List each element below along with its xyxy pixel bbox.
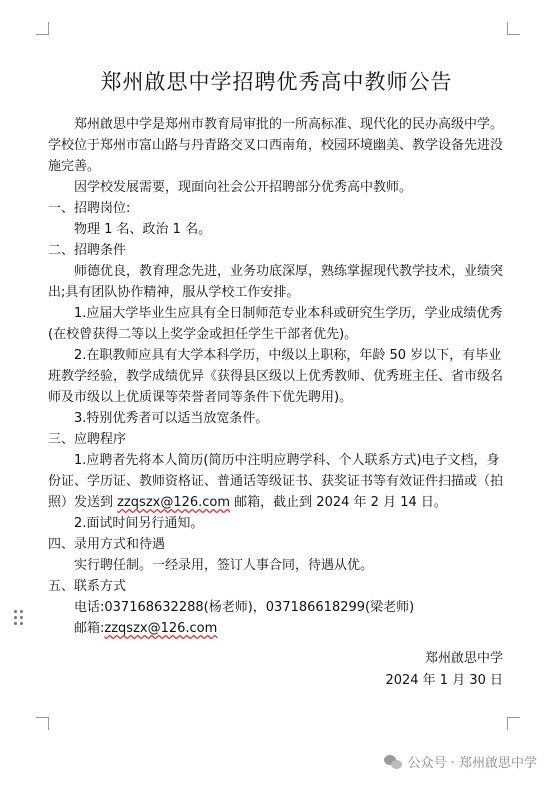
document-body [48,114,506,639]
signature-block [385,648,503,692]
wechat-icon [384,755,402,769]
email-link[interactable]: zzqszx@126.com [104,621,218,636]
section-heading: 三、应聘程序 [48,432,127,447]
section-heading: 五、联系方式 [48,579,127,594]
email-link[interactable]: zzqszx@126.com [117,495,231,510]
section-heading: 一、招聘岗位: [48,201,131,216]
crop-mark-top-left [36,22,49,35]
section-heading: 四、录用方式和待遇 [48,537,166,552]
intro-paragraph: 因学校发展需要，现面向社会公开招聘部分优秀高中教师。 [74,180,413,195]
crop-mark-bottom-right [507,717,520,730]
watermark-text: 公众号 · 郑州啟思中学 [407,756,537,771]
email-label: 邮箱: [74,621,105,636]
crop-mark-bottom-left [36,717,49,730]
section-text: 物理 1 名、政治 1 名。 [74,222,212,237]
contact-phone: 电话:037168632288(杨老师)，037186618299(梁老师) [74,600,415,615]
list-item-text: 1.应聘者先将本人简历(简历中注明应聘学科、个人联系方式)电子文档，身份证、学历证、教师资格证、普通话等级证书、获奖证书等有效证件扫描或（拍照）发送到 [48,453,504,510]
list-item: 1.应届大学毕业生应具有全日制师范专业本科或研究生学历，学业成绩优秀(在校曾获得二等以上奖学金或担任学生干部者优先)。 [48,306,503,342]
section-heading: 二、招聘条件 [48,243,127,258]
watermark [384,752,537,771]
section-text: 师德优良，教育理念先进，业务功底深厚，熟练掌握现代教学技术，业绩突出;具有团队协作精神，服从学校工作安排。 [48,264,504,300]
list-item: 3.特别优秀者可以适当放宽条件。 [74,411,269,426]
list-item: 2.在职教师应具有大学本科学历，中级以上职称，年龄 50 岁以下，有毕业班教学经验，教学成绩优异《获得县区级以上优秀教师、优秀班主任、省市级名师及市级以上优质课等荣誉者同等条件下优先聘用)。 [48,348,504,405]
contact-email [48,618,506,639]
signature-org: 郑州啟思中学 [424,651,503,666]
signature-date: 2024 年 1 月 30 日 [385,673,503,688]
drag-handle-icon[interactable] [14,610,24,626]
list-item-text: 邮箱，截止到 2024 年 2 月 14 日。 [230,495,447,510]
list-item: 2.面试时间另行通知。 [74,516,204,531]
section-text: 实行聘任制。一经录用，签订人事合同，待遇从优。 [74,558,374,573]
crop-mark-top-right [507,22,520,35]
intro-paragraph: 郑州啟思中学是郑州市教育局审批的一所高标准、现代化的民办高级中学。学校位于郑州市富山路与丹青路交叉口西南角，校园环境幽美、教学设备先进没施完善。 [48,117,504,174]
list-item [48,450,506,513]
document-title: 郑州啟思中学招聘优秀高中教师公告 [100,70,453,94]
